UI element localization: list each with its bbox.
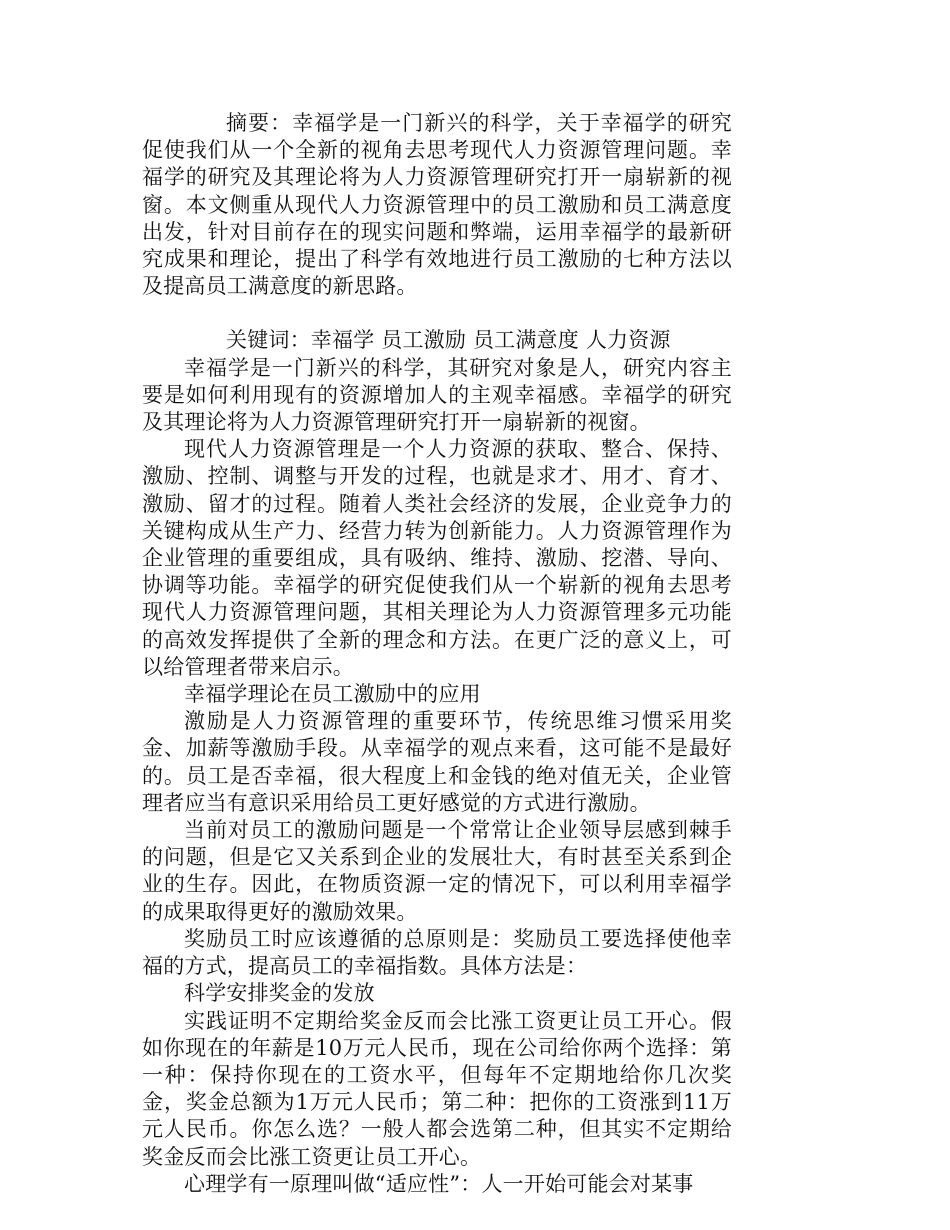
body-paragraph-5: 奖励员工时应该遵循的总原则是：奖励员工要选择使他幸福的方式，提高员工的幸福指数。具体方法是： [142, 926, 732, 979]
abstract-paragraph: 摘要：幸福学是一门新兴的科学，关于幸福学的研究促使我们从一个全新的视角去思考现代人力资源管理问题。幸福学的研究及其理论将为人力资源管理研究打开一扇崭新的视窗。本文侧重从现代人力资源管理中的员工激励和员工满意度出发，针对目前存在的现实问题和弊端，运用幸福学的最新研究成果和理论，提出了科学有效地进行员工激励的七种方法以及提高员工满意度的新思路。 [142, 111, 732, 299]
body-paragraph-4: 当前对员工的激励问题是一个常常让企业领导层感到棘手的问题，但是它又关系到企业的发展壮大，有时甚至关系到企业的生存。因此，在物质资源一定的情况下，可以利用幸福学的成果取得更好的激励效果。 [142, 818, 732, 924]
section-heading-2: 科学安排奖金的发放 [184, 981, 375, 1006]
body-paragraph-1: 幸福学是一门新兴的科学，其研究对象是人，研究内容主要是如何利用现有的资源增加人的主观幸福感。幸福学的研究及其理论将为人力资源管理研究打开一扇崭新的视窗。 [142, 355, 732, 435]
section-heading-1: 幸福学理论在员工激励中的应用 [184, 682, 481, 707]
keywords-line: 关键词：幸福学 员工激励 员工满意度 人力资源 [226, 328, 671, 353]
body-paragraph-2: 现代人力资源管理是一个人力资源的获取、整合、保持、激励、控制、调整与开发的过程，也就是求才、用才、育才、激励、留才的过程。随着人类社会经济的发展，企业竞争力的关键构成从生产力、经营力转为创新能力。人力资源管理作为企业管理的重要组成，具有吸纳、维持、激励、挖潜、导向、协调等功能。幸福学的研究促使我们从一个崭新的视角去思考现代人力资源管理问题，其相关理论为人力资源管理多元功能的高效发挥提供了全新的理念和方法。在更广泛的意义上，可以给管理者带来启示。 [142, 437, 732, 679]
body-paragraph-7: 心理学有一原理叫做“适应性”：人一开始可能会对某事 [184, 1171, 694, 1196]
document-page [142, 110, 732, 1198]
body-paragraph-6: 实践证明不定期给奖金反而会比涨工资更让员工开心。假如你现在的年薪是10万元人民币，现在公司给你两个选择：第一种：保持你现在的工资水平，但每年不定期地给你几次奖金，奖金总额为1万元人民币；第二种：把你的工资涨到11万元人民币。你怎么选？一般人都会选第二种，但其实不定期给奖金反而会比涨工资更让员工开心。 [142, 1008, 732, 1169]
body-paragraph-3: 激励是人力资源管理的重要环节，传统思维习惯采用奖金、加薪等激励手段。从幸福学的观点来看，这可能不是最好的。员工是否幸福，很大程度上和金钱的绝对值无关，企业管理者应当有意识采用给员工更好感觉的方式进行激励。 [142, 709, 732, 815]
